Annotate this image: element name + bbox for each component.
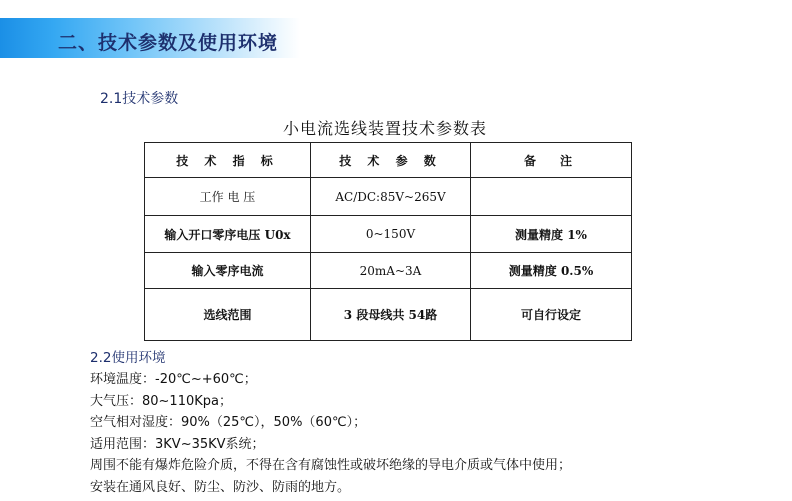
list-item: 安装在通风良好、防尘、防沙、防雨的地方。 [90, 479, 351, 495]
cell-indicator: 输入开口零序电压 U0x [145, 216, 311, 253]
table-row [145, 253, 632, 289]
cell-indicator: 选线范围 [145, 289, 311, 341]
cell-remark: 可自行设定 [471, 289, 632, 341]
cell-parameter: 3 段母线共 54路 [311, 289, 471, 341]
list-item: 适用范围：3KV~35KV系统； [90, 436, 265, 452]
spec-section-heading: 2.1技术参数 [100, 91, 179, 107]
spec-table-title: 小电流选线装置技术参数表 [282, 119, 487, 138]
environment-section-heading: 2.2使用环境 [90, 350, 166, 366]
environment-list [90, 369, 571, 498]
list-item: 空气相对湿度：90%（25℃），50%（60℃）； [90, 415, 367, 430]
list-item: 大气压：80~110Kpa； [90, 393, 232, 409]
cell-indicator: 工作 电 压 [145, 178, 311, 216]
column-header-parameter: 技 术 参 数 [311, 143, 471, 178]
section-title: 二、技术参数及使用环境 [58, 32, 279, 54]
cell-remark: 测量精度 1% [471, 216, 632, 253]
list-item: 环境温度：-20℃~+60℃； [90, 372, 257, 387]
cell-parameter: 0~150V [311, 216, 471, 253]
cell-remark: 测量精度 0.5% [471, 253, 632, 289]
table-row [145, 289, 632, 341]
column-header-indicator: 技 术 指 标 [145, 143, 311, 178]
cell-parameter: AC/DC:85V~265V [311, 178, 471, 216]
cell-parameter: 20mA~3A [311, 253, 471, 289]
spec-table [144, 142, 632, 341]
cell-remark [471, 178, 632, 216]
table-row [145, 178, 632, 216]
table-header-row [145, 143, 632, 178]
column-header-remark: 备 注 [471, 143, 632, 178]
table-row [145, 216, 632, 253]
cell-indicator: 输入零序电流 [145, 253, 311, 289]
list-item: 周围不能有爆炸危险介质，不得在含有腐蚀性或破坏绝缘的导电介质或气体中使用； [90, 458, 572, 473]
